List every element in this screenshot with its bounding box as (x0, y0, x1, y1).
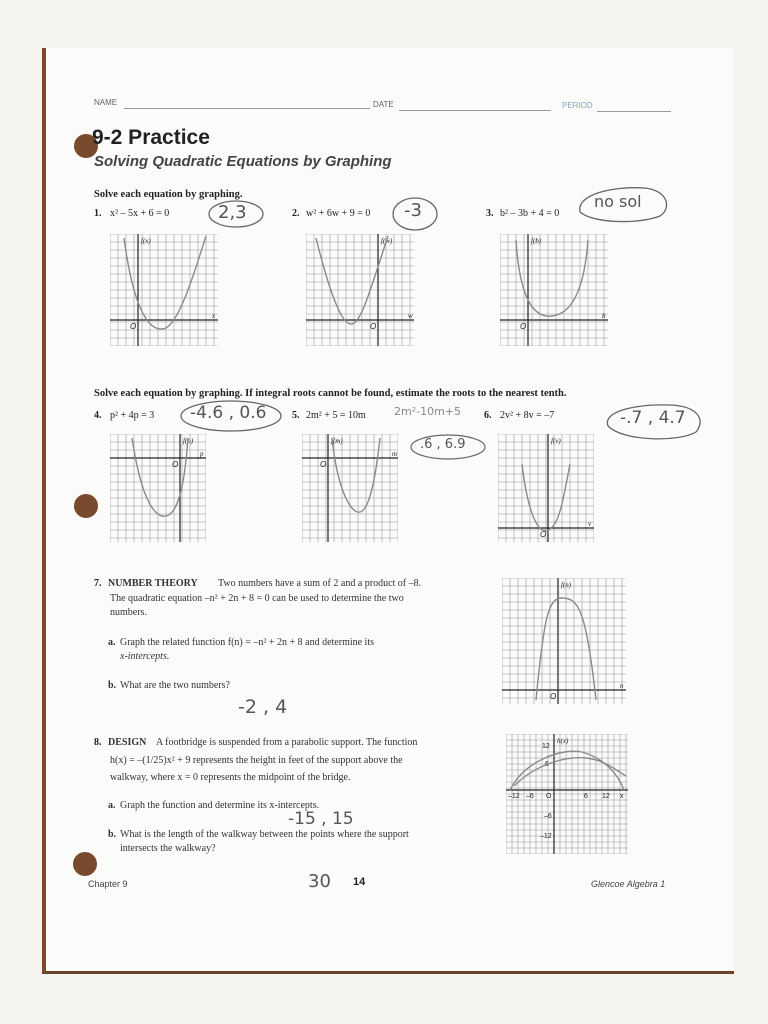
problem3-graph (500, 234, 608, 346)
problem8-text3: walkway, where x = 0 represents the midpoint of the bridge. (110, 772, 351, 783)
tick-label: –12 (508, 793, 520, 800)
problem5-number: 5. (292, 410, 300, 421)
problem2-equation: w² + 6w + 9 = 0 (306, 208, 371, 219)
tick-label: –6 (526, 793, 534, 800)
problem4-graph (110, 434, 206, 542)
problem2-answer: -3 (404, 200, 422, 221)
x-axis-label: x (212, 312, 216, 320)
origin-label: O (130, 322, 137, 331)
tick-label: 12 (602, 793, 610, 800)
problem4-number: 4. (94, 410, 102, 421)
parabola-curve (316, 236, 388, 324)
problem7-a-text2: x-intercepts. (120, 651, 170, 662)
problem4-equation: p² + 4p = 3 (110, 410, 155, 421)
y-axis-label: f(v) (551, 437, 561, 445)
problem8-number: 8. (94, 737, 102, 748)
tick-label: –6 (544, 813, 552, 820)
x-axis-label: b (602, 312, 606, 320)
page-title: 9-2 Practice (92, 126, 210, 149)
footer-page-number: 14 (353, 876, 366, 888)
problem8-text2: h(x) = –(1/25)x² + 9 represents the height in feet of the support above the (110, 755, 403, 766)
name-line (124, 108, 370, 109)
problem6-answer: -.7 , 4.7 (620, 408, 686, 428)
problem5-answer: .6 , 6.9 (420, 437, 466, 452)
problem7-graph (502, 578, 626, 704)
parabola-curve (516, 240, 588, 316)
parabola-curve (332, 438, 380, 512)
y-axis-label: f(w) (381, 237, 393, 245)
x-axis-label: p (200, 450, 204, 458)
problem2-graph (306, 234, 414, 346)
problem1-graph (110, 234, 218, 346)
origin-label: O (550, 692, 557, 701)
y-axis-label: f(n) (561, 581, 572, 589)
problem4-answer: -4.6 , 0.6 (190, 403, 267, 423)
problem7-a-label: a. (108, 637, 116, 648)
y-axis-label: f(b) (531, 237, 542, 245)
footer-book: Glencoe Algebra 1 (591, 879, 666, 889)
name-label: NAME (94, 98, 118, 107)
y-axis-label: h(x) (557, 737, 569, 745)
period-line (597, 111, 671, 112)
problem6-number: 6. (484, 410, 492, 421)
origin-label: O (370, 322, 377, 331)
problem7-text2: The quadratic equation –n² + 2n + 8 = 0 can be used to determine the two (110, 593, 404, 604)
y-axis-label: f(x) (141, 237, 151, 245)
y-axis-label: f(m) (331, 437, 343, 445)
tick-label: O (546, 793, 552, 800)
x-axis-label: m (392, 450, 398, 458)
date-line (399, 110, 551, 111)
origin-label: O (320, 460, 327, 469)
problem7-b-text: What are the two numbers? (120, 680, 230, 691)
problem8-graph (506, 734, 628, 854)
problem1-answer-circle (206, 198, 266, 230)
parabola-curve (510, 751, 624, 790)
date-label: DATE (373, 100, 394, 109)
section2-instructions: Solve each equation by graphing. If integral roots cannot be found, estimate the roots to the nearest tenth. (94, 388, 567, 399)
punch-hole-bottom (73, 852, 97, 876)
problem5-answer-circle (408, 432, 488, 462)
page-subtitle: Solving Quadratic Equations by Graphing (94, 153, 392, 170)
problem7-heading: NUMBER THEORY (108, 578, 198, 589)
problem2-answer-circle (390, 196, 440, 232)
problem3-answer: no sol (594, 192, 642, 211)
problem1-answer: 2,3 (218, 202, 247, 223)
footer-chapter: Chapter 9 (88, 879, 128, 889)
problem7-text3: numbers. (110, 607, 147, 618)
problem6-graph (498, 434, 594, 542)
problem7-a-text1: Graph the related function f(n) = –n² + 2n + 8 and determine its (120, 637, 375, 648)
problem3-answer-circle (574, 184, 674, 224)
punch-hole-middle (74, 494, 98, 518)
problem2-number: 2. (292, 208, 300, 219)
origin-label: O (540, 530, 547, 539)
tick-label: 6 (545, 761, 549, 768)
problem4-answer-circle (178, 398, 284, 434)
origin-label: O (520, 322, 527, 331)
y-axis-label: f(p) (183, 437, 194, 445)
problem1-equation: x² – 5x + 6 = 0 (110, 208, 170, 219)
problem5-graph (302, 434, 398, 542)
problem1-number: 1. (94, 208, 102, 219)
problem8-text1: A footbridge is suspended from a parabolic support. The function (156, 737, 418, 748)
problem8-b-answer: 30 (308, 871, 331, 892)
problem8-a-answer: -15 , 15 (288, 809, 354, 829)
problem8-b-label: b. (108, 829, 117, 840)
problem6-equation: 2v² + 8v = –7 (500, 410, 555, 421)
problem7-b-label: b. (108, 680, 117, 691)
problem5-work: 2m²-10m+5 (394, 405, 462, 418)
problem8-b-text2: intersects the walkway? (120, 843, 216, 854)
tick-label: 12 (542, 743, 550, 750)
tick-label: –12 (540, 833, 552, 840)
origin-label: O (172, 460, 179, 469)
problem7-text1: Two numbers have a sum of 2 and a product of –8. (218, 578, 422, 589)
problem8-a-text: Graph the function and determine its x-intercepts. (120, 800, 320, 811)
section1-instructions: Solve each equation by graphing. (94, 189, 243, 200)
problem3-number: 3. (486, 208, 494, 219)
problem8-heading: DESIGN (108, 737, 147, 748)
problem6-answer-circle (600, 400, 708, 442)
x-axis-label: w (408, 312, 413, 320)
period-label: PERIOD (562, 101, 593, 110)
problem3-equation: b² – 3b + 4 = 0 (500, 208, 560, 219)
tick-label: x (620, 793, 624, 800)
tick-label: 6 (584, 793, 588, 800)
x-axis-label: n (620, 682, 624, 690)
problem8-a-label: a. (108, 800, 116, 811)
problem8-b-text1: What is the length of the walkway between the points where the support (120, 829, 409, 840)
problem7-answer: -2 , 4 (238, 696, 288, 718)
problem7-number: 7. (94, 578, 102, 589)
problem5-equation: 2m² + 5 = 10m (306, 410, 366, 421)
x-axis-label: v (588, 520, 592, 528)
